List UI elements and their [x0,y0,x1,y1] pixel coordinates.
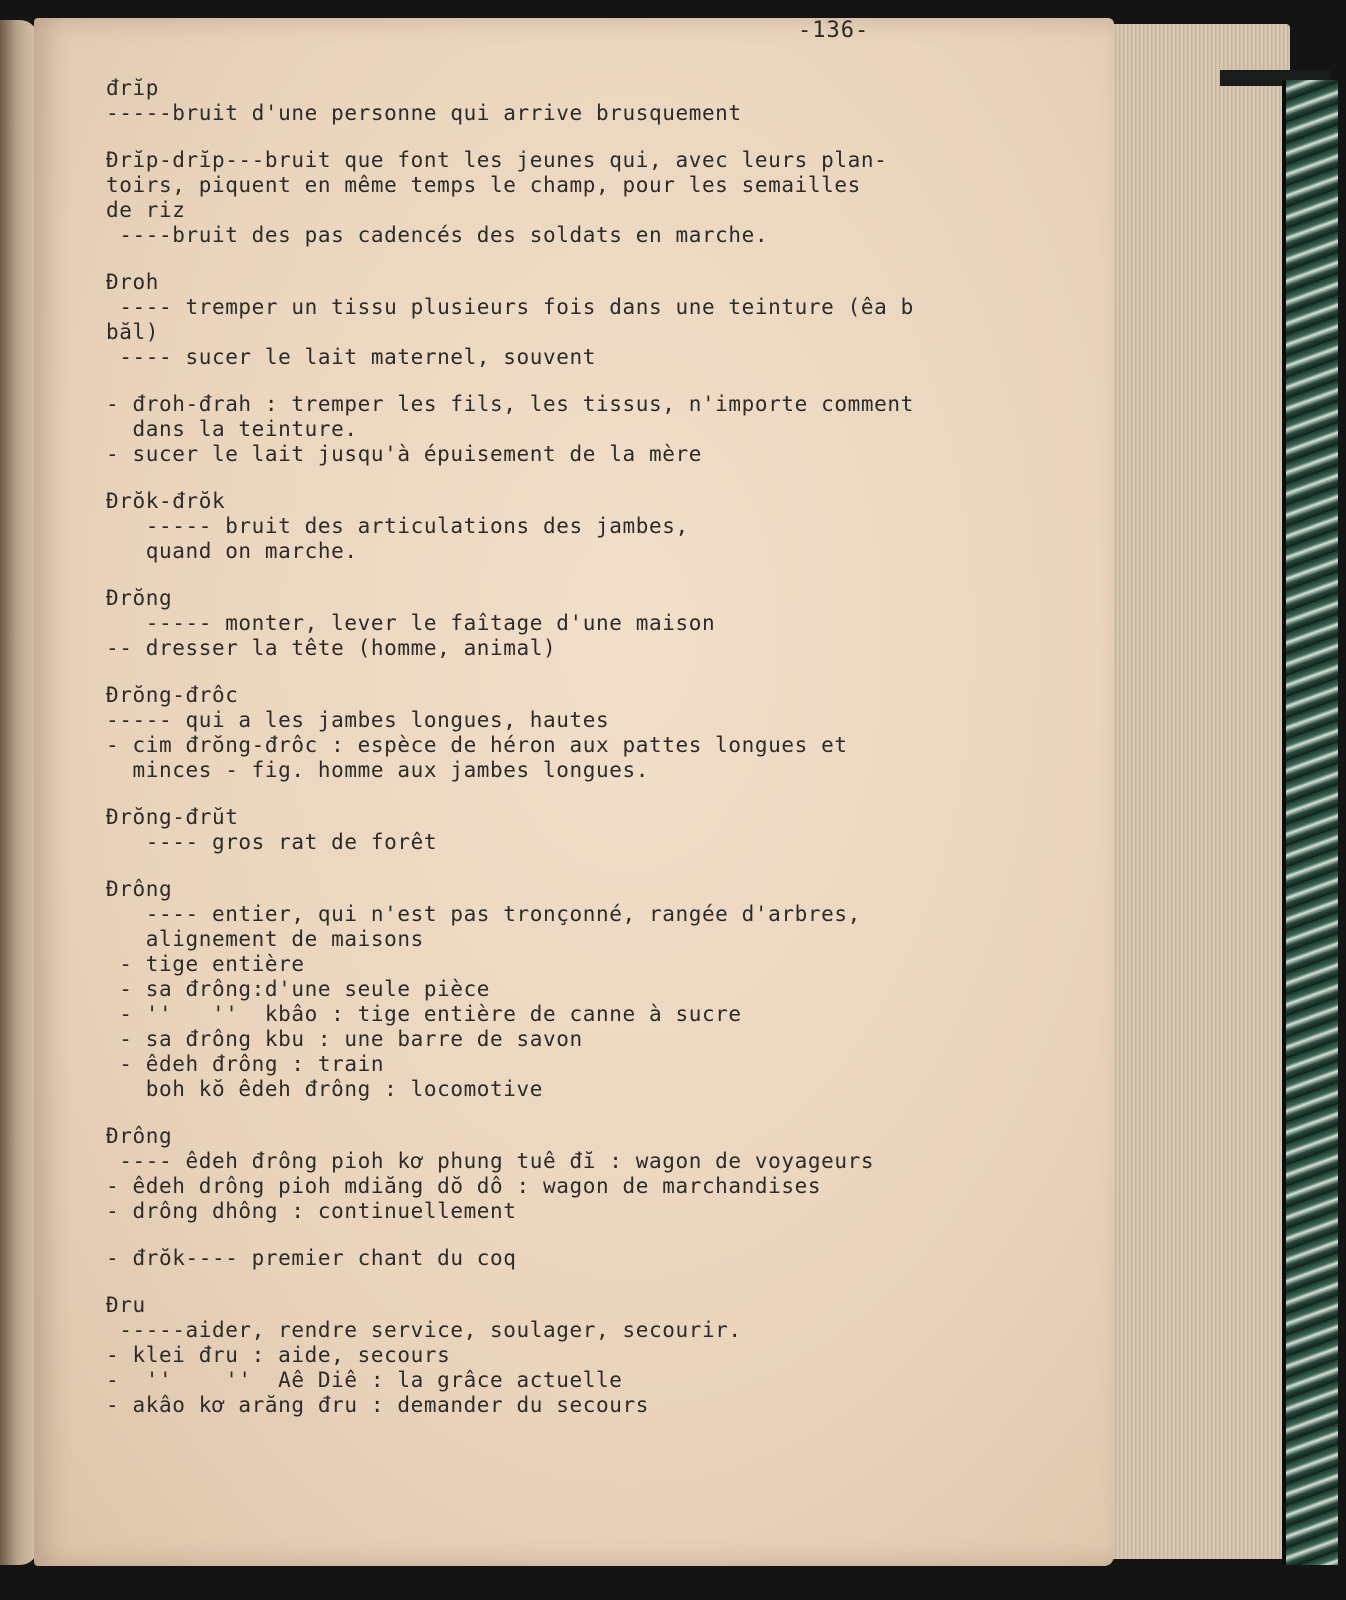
entry-definition-line: - sucer le lait jusqu'à épuisement de la mère [106,442,702,466]
page-block-edges [1100,24,1290,1559]
entry-headword-line: - đroh-đrah : tremper les fils, les tissus, n'importe comment [106,392,914,416]
entry-headword-line: Đru [106,1293,146,1317]
entry-headword-line: Đrông [106,877,173,901]
entry-definition-line: ---- gros rat de forêt [106,830,438,854]
dictionary-entry [106,1124,1066,1224]
entry-definition-line: ----- monter, lever le faîtage d'une maison [106,611,716,635]
entry-headword-line: đrĭp [106,76,159,100]
entry-definition-line: dans la teinture. [106,417,358,441]
dictionary-text [106,76,1066,1440]
binding-edge [0,20,38,1565]
entry-definition-line: - '' '' kbâo : tige entière de canne à sucre [106,1002,742,1026]
entry-definition-line: ---- êdeh đrông pioh kơ phung tuê đĭ : wagon de voyageurs [106,1149,875,1173]
entry-definition-line: - cim đrŏng-đrôc : espèce de héron aux pattes longues et [106,733,848,757]
entry-headword-line: Đrĭp-drĭp---bruit que font les jeunes qui, avec leurs plan- [106,148,888,172]
entry-definition-line: alignement de maisons [106,927,424,951]
entry-headword-line: Đrŏng-đrôc [106,683,239,707]
entry-definition-line: ----bruit des pas cadencés des soldats en marche. [106,223,769,247]
entry-definition-line: - sa đrông:d'une seule pièce [106,977,491,1001]
entry-definition-line: - '' '' Aê Diê : la grâce actuelle [106,1368,623,1392]
entry-definition-line: toirs, piquent en même temps le champ, pour les semailles [106,173,861,197]
entry-headword-line: - đrŏk---- premier chant du coq [106,1246,517,1270]
entry-definition-line: boh kŏ êdeh đrông : locomotive [106,1077,544,1101]
page-number: -136- [798,18,870,43]
entry-definition-line: -- dresser la tête (homme, animal) [106,636,557,660]
dictionary-entry [106,1293,1066,1418]
entry-definition-line: - êdeh drông pioh mdiăng dŏ dô : wagon de marchandises [106,1174,822,1198]
entry-definition-line: - akâo kơ arăng đru : demander du secours [106,1393,649,1417]
marbled-cover [1282,80,1338,1565]
entry-definition-line: - êdeh đrông : train [106,1052,385,1076]
entry-definition-line: - sa đrông kbu : une barre de savon [106,1027,583,1051]
dictionary-entry [106,270,1066,370]
dictionary-entry [106,392,1066,467]
dictionary-entry [106,489,1066,564]
dictionary-entry [106,877,1066,1102]
entry-definition-line: ---- entier, qui n'est pas tronçonné, rangée d'arbres, [106,902,861,926]
entry-headword-line: Đroh [106,270,159,294]
entry-definition-line: ----- qui a les jambes longues, hautes [106,708,610,732]
entry-definition-line: - drông dhông : continuellement [106,1199,517,1223]
dictionary-entry [106,805,1066,855]
entry-definition-line: -----aider, rendre service, soulager, secourir. [106,1318,742,1342]
entry-definition-line: de riz [106,198,186,222]
entry-definition-line: -----bruit d'une personne qui arrive brusquement [106,101,742,125]
entry-definition-line: ---- sucer le lait maternel, souvent [106,345,596,369]
entry-headword-line: Đrŏng-đrŭt [106,805,239,829]
entry-definition-line: băl) [106,320,159,344]
dictionary-entry [106,148,1066,248]
entry-headword-line: Đrŏng [106,586,173,610]
entry-headword-line: Đrông [106,1124,173,1148]
entry-definition-line: ---- tremper un tissu plusieurs fois dans une teinture (êa b [106,295,914,319]
entry-definition-line: - tige entière [106,952,305,976]
entry-definition-line: quand on marche. [106,539,358,563]
entry-definition-line: - klei đru : aide, secours [106,1343,451,1367]
entry-definition-line: minces - fig. homme aux jambes longues. [106,758,649,782]
dictionary-entry [106,586,1066,661]
dictionary-entry [106,76,1066,126]
dictionary-entry [106,683,1066,783]
entry-headword-line: Đrŏk-đrŏk [106,489,226,513]
dictionary-entry [106,1246,1066,1271]
entry-definition-line: ----- bruit des articulations des jambes, [106,514,689,538]
